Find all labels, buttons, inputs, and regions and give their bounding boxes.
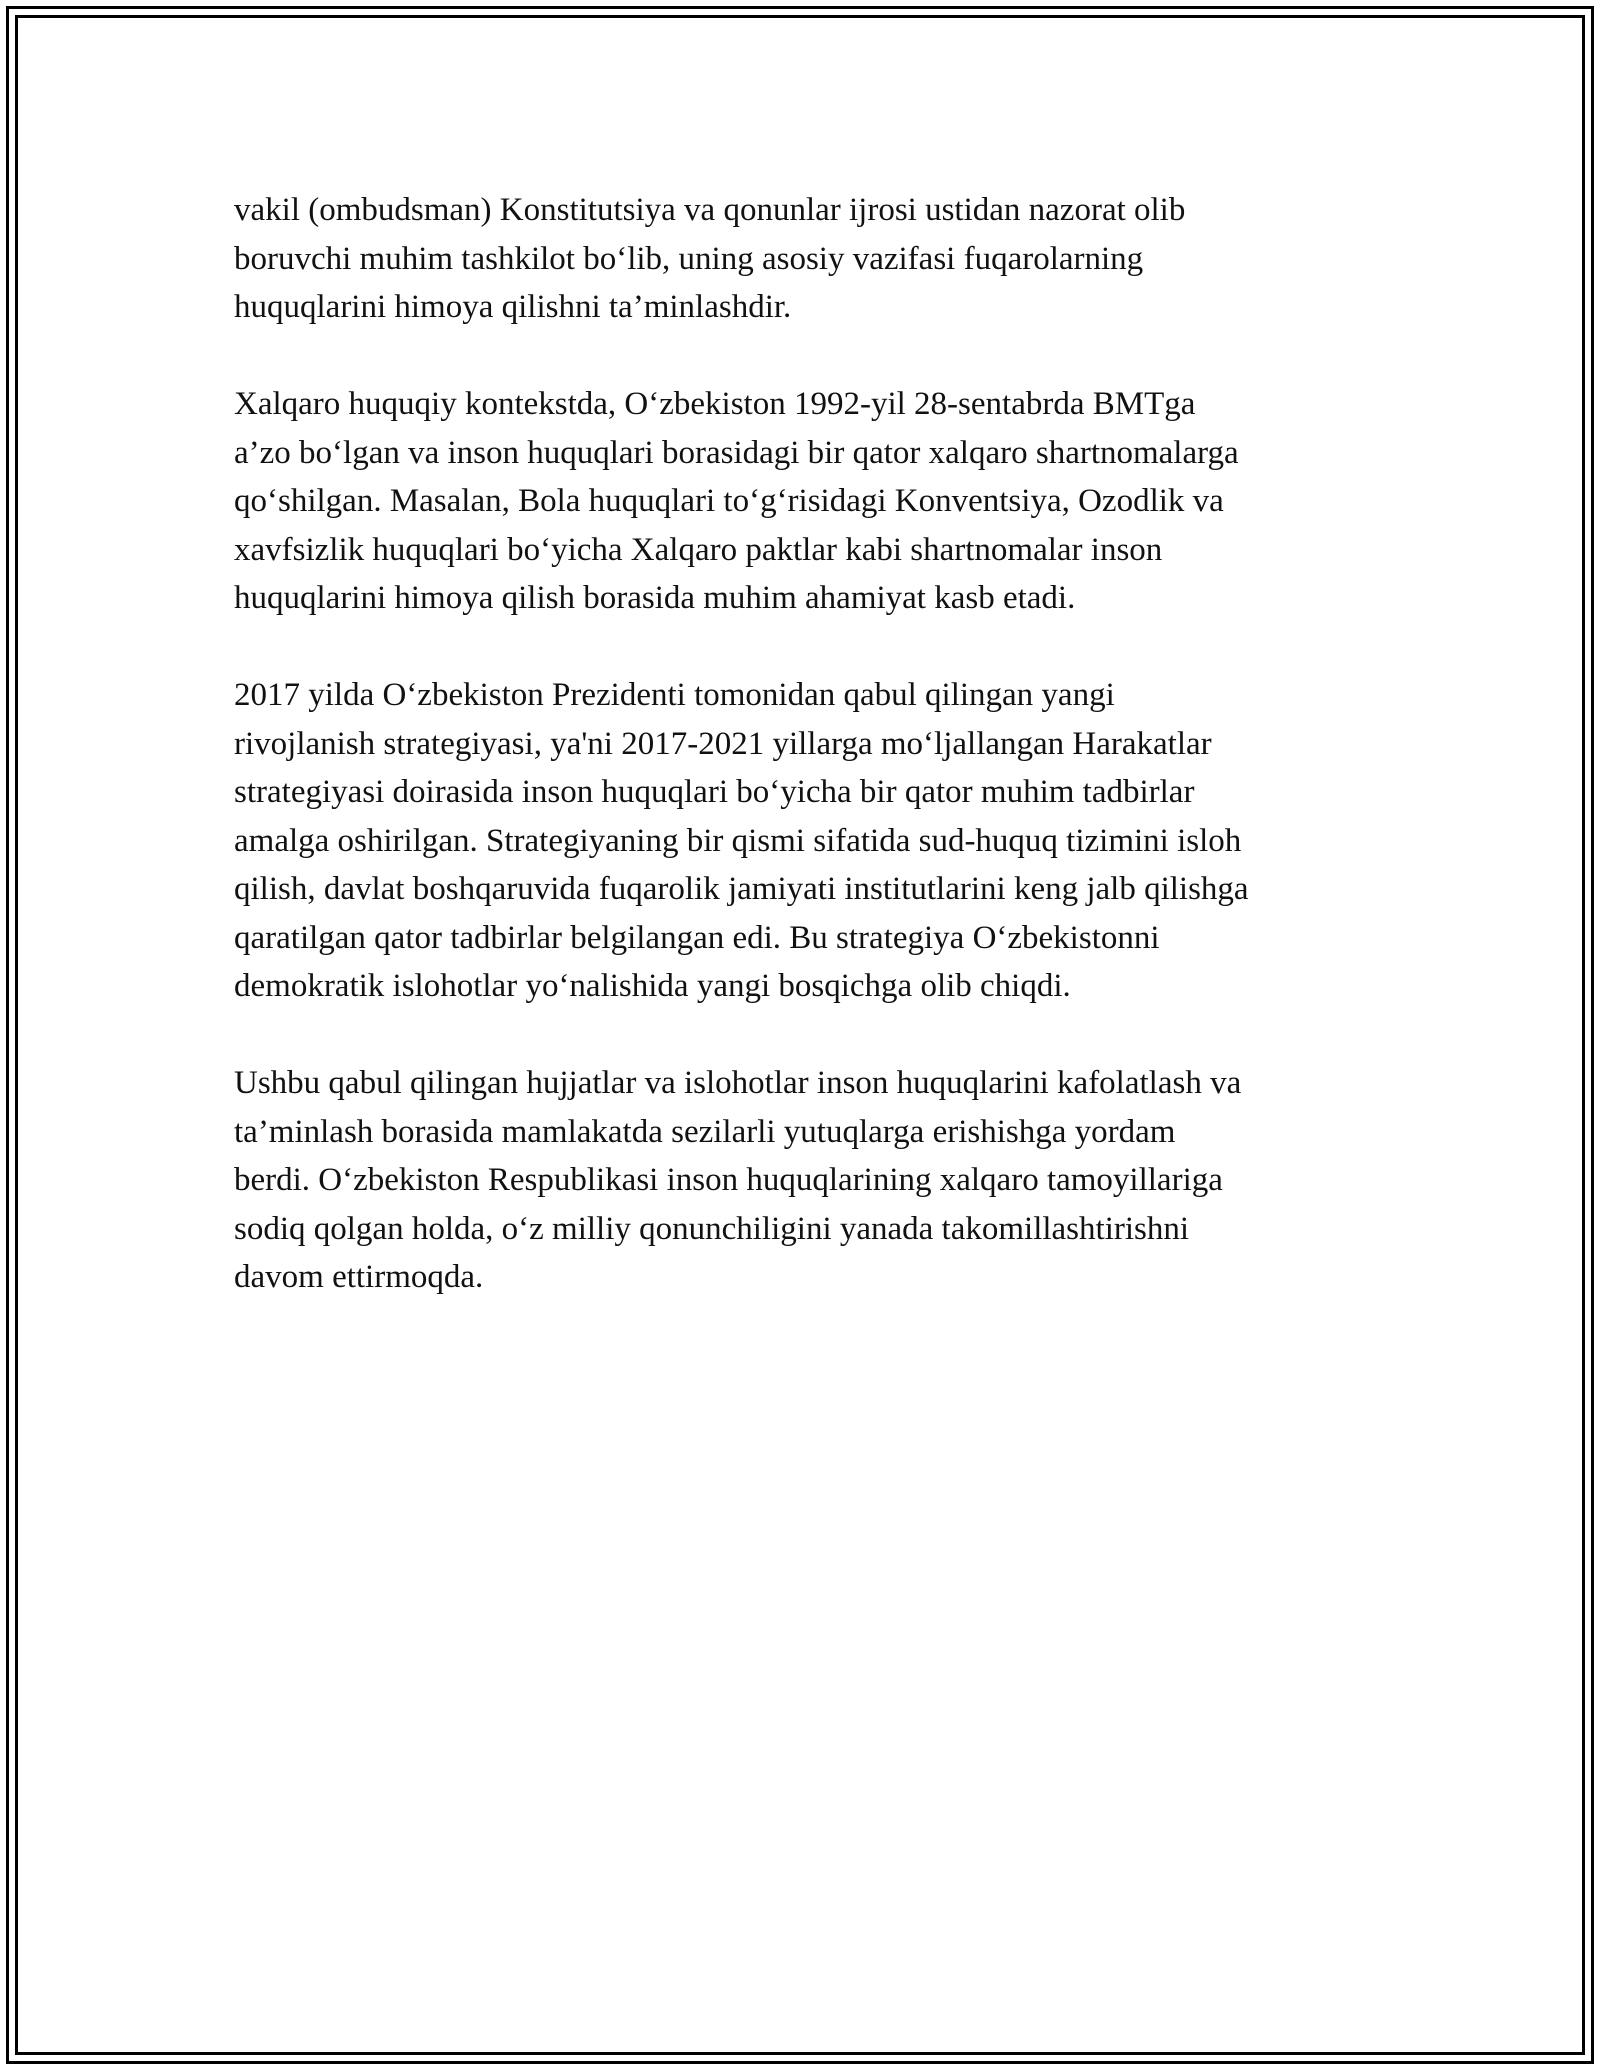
text-line: davom ettirmoqda.: [234, 1259, 484, 1295]
document-body: [234, 186, 1374, 1350]
text-line: vakil (ombudsman) Konstitutsiya va qonunlar ijrosi ustidan nazorat olib: [234, 192, 1186, 228]
text-line: 2017 yilda O‘zbekiston Prezidenti tomonidan qabul qilingan yangi: [234, 677, 1115, 713]
text-line: xavfsizlik huquqlari bo‘yicha Xalqaro paktlar kabi shartnomalar inson: [234, 531, 1163, 568]
text-line: berdi. O‘zbekiston Respublikasi inson huquqlarining xalqaro tamoyillariga: [234, 1162, 1223, 1198]
text-line: strategiyasi doirasida inson huquqlari bo‘yicha bir qator muhim tadbirlar: [234, 774, 1195, 810]
text-line: sodiq qolgan holda, o‘z milliy qonunchiligini yanada takomillashtirishni: [234, 1210, 1190, 1247]
text-line: a’zo bo‘lgan va inson huquqlari borasidagi bir qator xalqaro shartnomalarga: [234, 434, 1239, 471]
text-line: qo‘shilgan. Masalan, Bola huquqlari to‘g‘risidagi Konventsiya, Ozodlik va: [234, 483, 1224, 519]
text-line: demokratik islohotlar yo‘nalishida yangi bosqichga olib chiqdi.: [234, 968, 1071, 1004]
text-line: qaratilgan qator tadbirlar belgilangan edi. Bu strategiya O‘zbekistonni: [234, 919, 1160, 956]
paragraph-strategy-2017: [234, 671, 1374, 1011]
text-line: huquqlarini himoya qilish borasida muhim ahamiyat kasb etadi.: [234, 580, 1076, 616]
text-line: boruvchi muhim tashkilot bo‘lib, uning asosiy vazifasi fuqarolarning: [234, 240, 1144, 277]
text-line: qilish, davlat boshqaruvida fuqarolik jamiyati institutlarini keng jalb qilishga: [234, 871, 1249, 907]
paragraph-international-context: [234, 380, 1374, 623]
text-line: ta’minlash borasida mamlakatda sezilarli yutuqlarga erishishga yordam: [234, 1113, 1176, 1150]
text-line: rivojlanish strategiyasi, ya'ni 2017-2021 yillarga mo‘ljallangan Harakatlar: [234, 725, 1212, 762]
text-line: amalga oshirilgan. Strategiyaning bir qismi sifatida sud-huquq tizimini isloh: [234, 822, 1242, 859]
paragraph-conclusion: [234, 1059, 1374, 1302]
text-line: Ushbu qabul qilingan hujjatlar va islohotlar inson huquqlarini kafolatlash va: [234, 1065, 1242, 1101]
text-line: Xalqaro huquqiy kontekstda, O‘zbekiston 1992-yil 28-sentabrda BMTga: [234, 386, 1196, 422]
text-line: huquqlarini himoya qilishni ta’minlashdir.: [234, 289, 792, 325]
paragraph-ombudsman: [234, 186, 1374, 332]
